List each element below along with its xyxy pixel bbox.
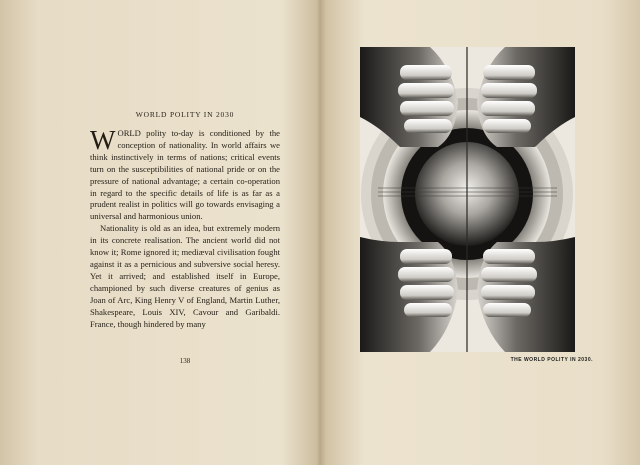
right-page — [320, 0, 640, 465]
paragraph-1-text: ORLD polity to-day is conditioned by the conception of nationality. In world affairs we think instinctively in terms of nations; critical events turn on the susceptibilities of national pride or on the pressure of national advantage; a certain co-operation in regard to the specific details of life is as far as a prudent realist in politics will go towards envisaging a universal and harmonious union. — [90, 128, 280, 222]
illustration-plate — [360, 47, 575, 352]
paragraph-1 — [90, 125, 280, 223]
plate-caption: THE WORLD POLITY IN 2030. — [510, 357, 593, 363]
page-number: 138 — [179, 357, 191, 365]
drop-cap: W — [90, 125, 116, 155]
paragraph-2: Nationality is old as an idea, but extremely modern in its concrete realisation. The ancient world did not know it; Rome ignored it; mediæval civilisation fought against it as a pernicious and subversive social heresy. Yet it arrived; and established itself in Europe, championed by such diverse creatures of genius as Joan of Arc, King Henry V of England, Martin Luther, Shakespeare, Louis XIV, Cavour and Garibaldi. France, though hindered by many — [90, 223, 280, 329]
running-head: WORLD POLITY IN 2030 — [135, 110, 235, 119]
hands-globe-illustration — [360, 47, 575, 352]
body-text — [90, 125, 280, 330]
